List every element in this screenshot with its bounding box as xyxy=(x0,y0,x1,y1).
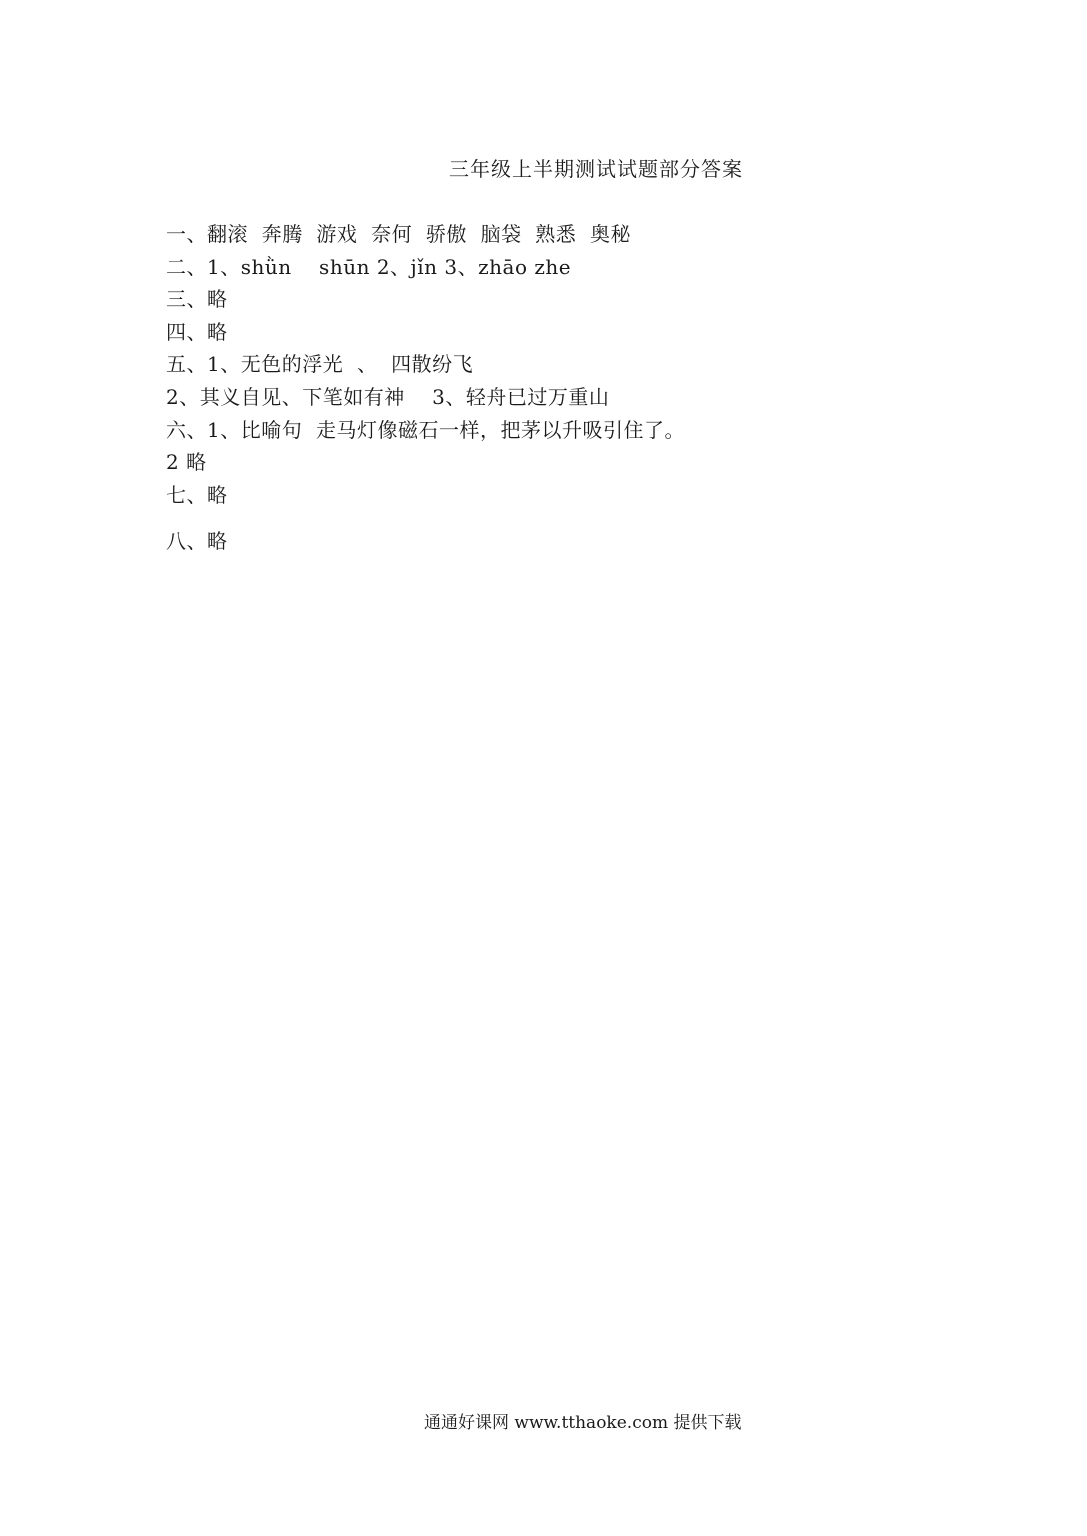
answer-line-2: 二、1、shǜn shūn 2、jǐn 3、zhāo zhe xyxy=(166,254,572,279)
answer-line-7: 六、1、比喻句 走马灯像磁石一样，把茅以升吸引住了。 xyxy=(166,417,685,442)
answer-line-8: 2 略 xyxy=(166,450,207,475)
document-title: 三年级上半期测试试题部分答案 xyxy=(449,157,743,181)
answer-line-6: 2、其义自见、下笔如有神 3、轻舟已过万重山 xyxy=(166,384,610,409)
answer-line-5: 五、1、无色的浮光 、 四散纷飞 xyxy=(166,352,474,377)
answer-line-9: 七、略 xyxy=(166,482,228,507)
answer-list xyxy=(166,218,966,558)
answer-line-3: 三、略 xyxy=(166,287,228,312)
answer-line-1: 一、翻滚 奔腾 游戏 奈何 骄傲 脑袋 熟悉 奥秘 xyxy=(166,222,632,246)
footer-text: 通通好课网 www.tthaoke.com 提供下载 xyxy=(424,1413,742,1433)
answer-line-10: 八、略 xyxy=(166,529,228,554)
answer-line-4: 四、略 xyxy=(166,319,228,344)
